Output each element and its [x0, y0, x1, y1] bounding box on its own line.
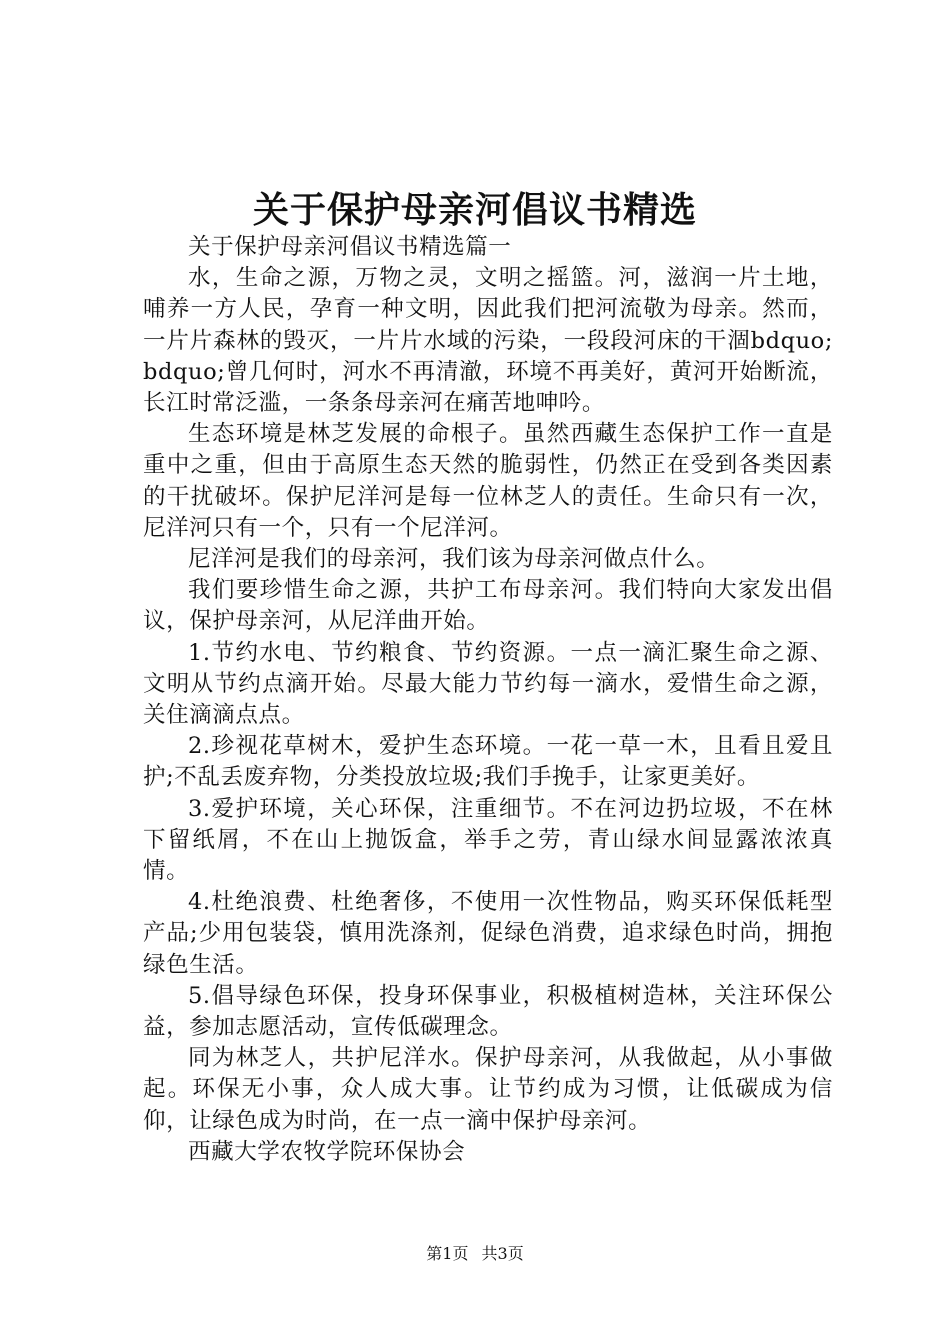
signature-organization: 西藏大学农牧学院环保协会	[188, 1138, 466, 1165]
proposal-item-1: 1.节约水电、节约粮食、节约资源。一点一滴汇聚生命之源、文明从节约点滴开始。尽最大能力节约每一滴水，爱惜生命之源，关住滴滴点点。	[143, 639, 833, 729]
page-number: 第1页	[426, 1244, 469, 1263]
paragraph-closing: 同为林芝人，共护尼洋水。保护母亲河，从我做起，从小事做起。环保无小事，众人成大事。让节约成为习惯，让低碳成为信仰，让绿色成为时尚，在一点一滴中保护母亲河。	[143, 1045, 833, 1134]
page-count: 共3页	[481, 1244, 524, 1263]
proposal-item-5: 5.倡导绿色环保，投身环保事业，积极植树造林，关注环保公益，参加志愿活动，宣传低碳理念。	[143, 982, 833, 1041]
paragraph-question: 尼洋河是我们的母亲河，我们该为母亲河做点什么。	[188, 546, 720, 573]
paragraph-intro: 水，生命之源，万物之灵，文明之摇篮。河，滋润一片土地，哺养一方人民，孕育一种文明，因此我们把河流敬为母亲。然而，一片片森林的毁灭，一片片水域的污染，一段段河床的干涸bdquo;bdquo;曾几何时，河水不再清澈，环境不再美好，黄河开始断流，长江时常泛滥，一条条母亲河在痛苦地呻吟。	[143, 265, 833, 417]
paragraph-ecology: 生态环境是林芝发展的命根子。虽然西藏生态保护工作一直是重中之重，但由于高原生态天然的脆弱性，仍然正在受到各类因素的干扰破坏。保护尼洋河是每一位林芝人的责任。生命只有一次，尼洋河只有一个，只有一个尼洋河。	[143, 421, 833, 541]
document-body	[143, 232, 833, 1168]
paragraph-call: 我们要珍惜生命之源，共护工布母亲河。我们特向大家发出倡议，保护母亲河，从尼洋曲开始。	[143, 577, 833, 635]
page-footer	[0, 1243, 950, 1265]
section-heading: 关于保护母亲河倡议书精选篇一	[188, 234, 512, 260]
proposal-item-3: 3.爱护环境，关心环保，注重细节。不在河边扔垃圾，不在林下留纸屑，不在山上抛饭盒，举手之劳，青山绿水间显露浓浓真情。	[143, 795, 833, 885]
proposal-item-2: 2.珍视花草树木，爱护生态环境。一花一草一木，且看且爱且护;不乱丢废弃物，分类投放垃圾;我们手挽手，让家更美好。	[143, 733, 833, 791]
proposal-item-4: 4.杜绝浪费、杜绝奢侈，不使用一次性物品，购买环保低耗型产品;少用包装袋，慎用洗涤剂，促绿色消费，追求绿色时尚，拥抱绿色生活。	[143, 889, 833, 978]
document-title: 关于保护母亲河倡议书精选	[252, 189, 697, 231]
